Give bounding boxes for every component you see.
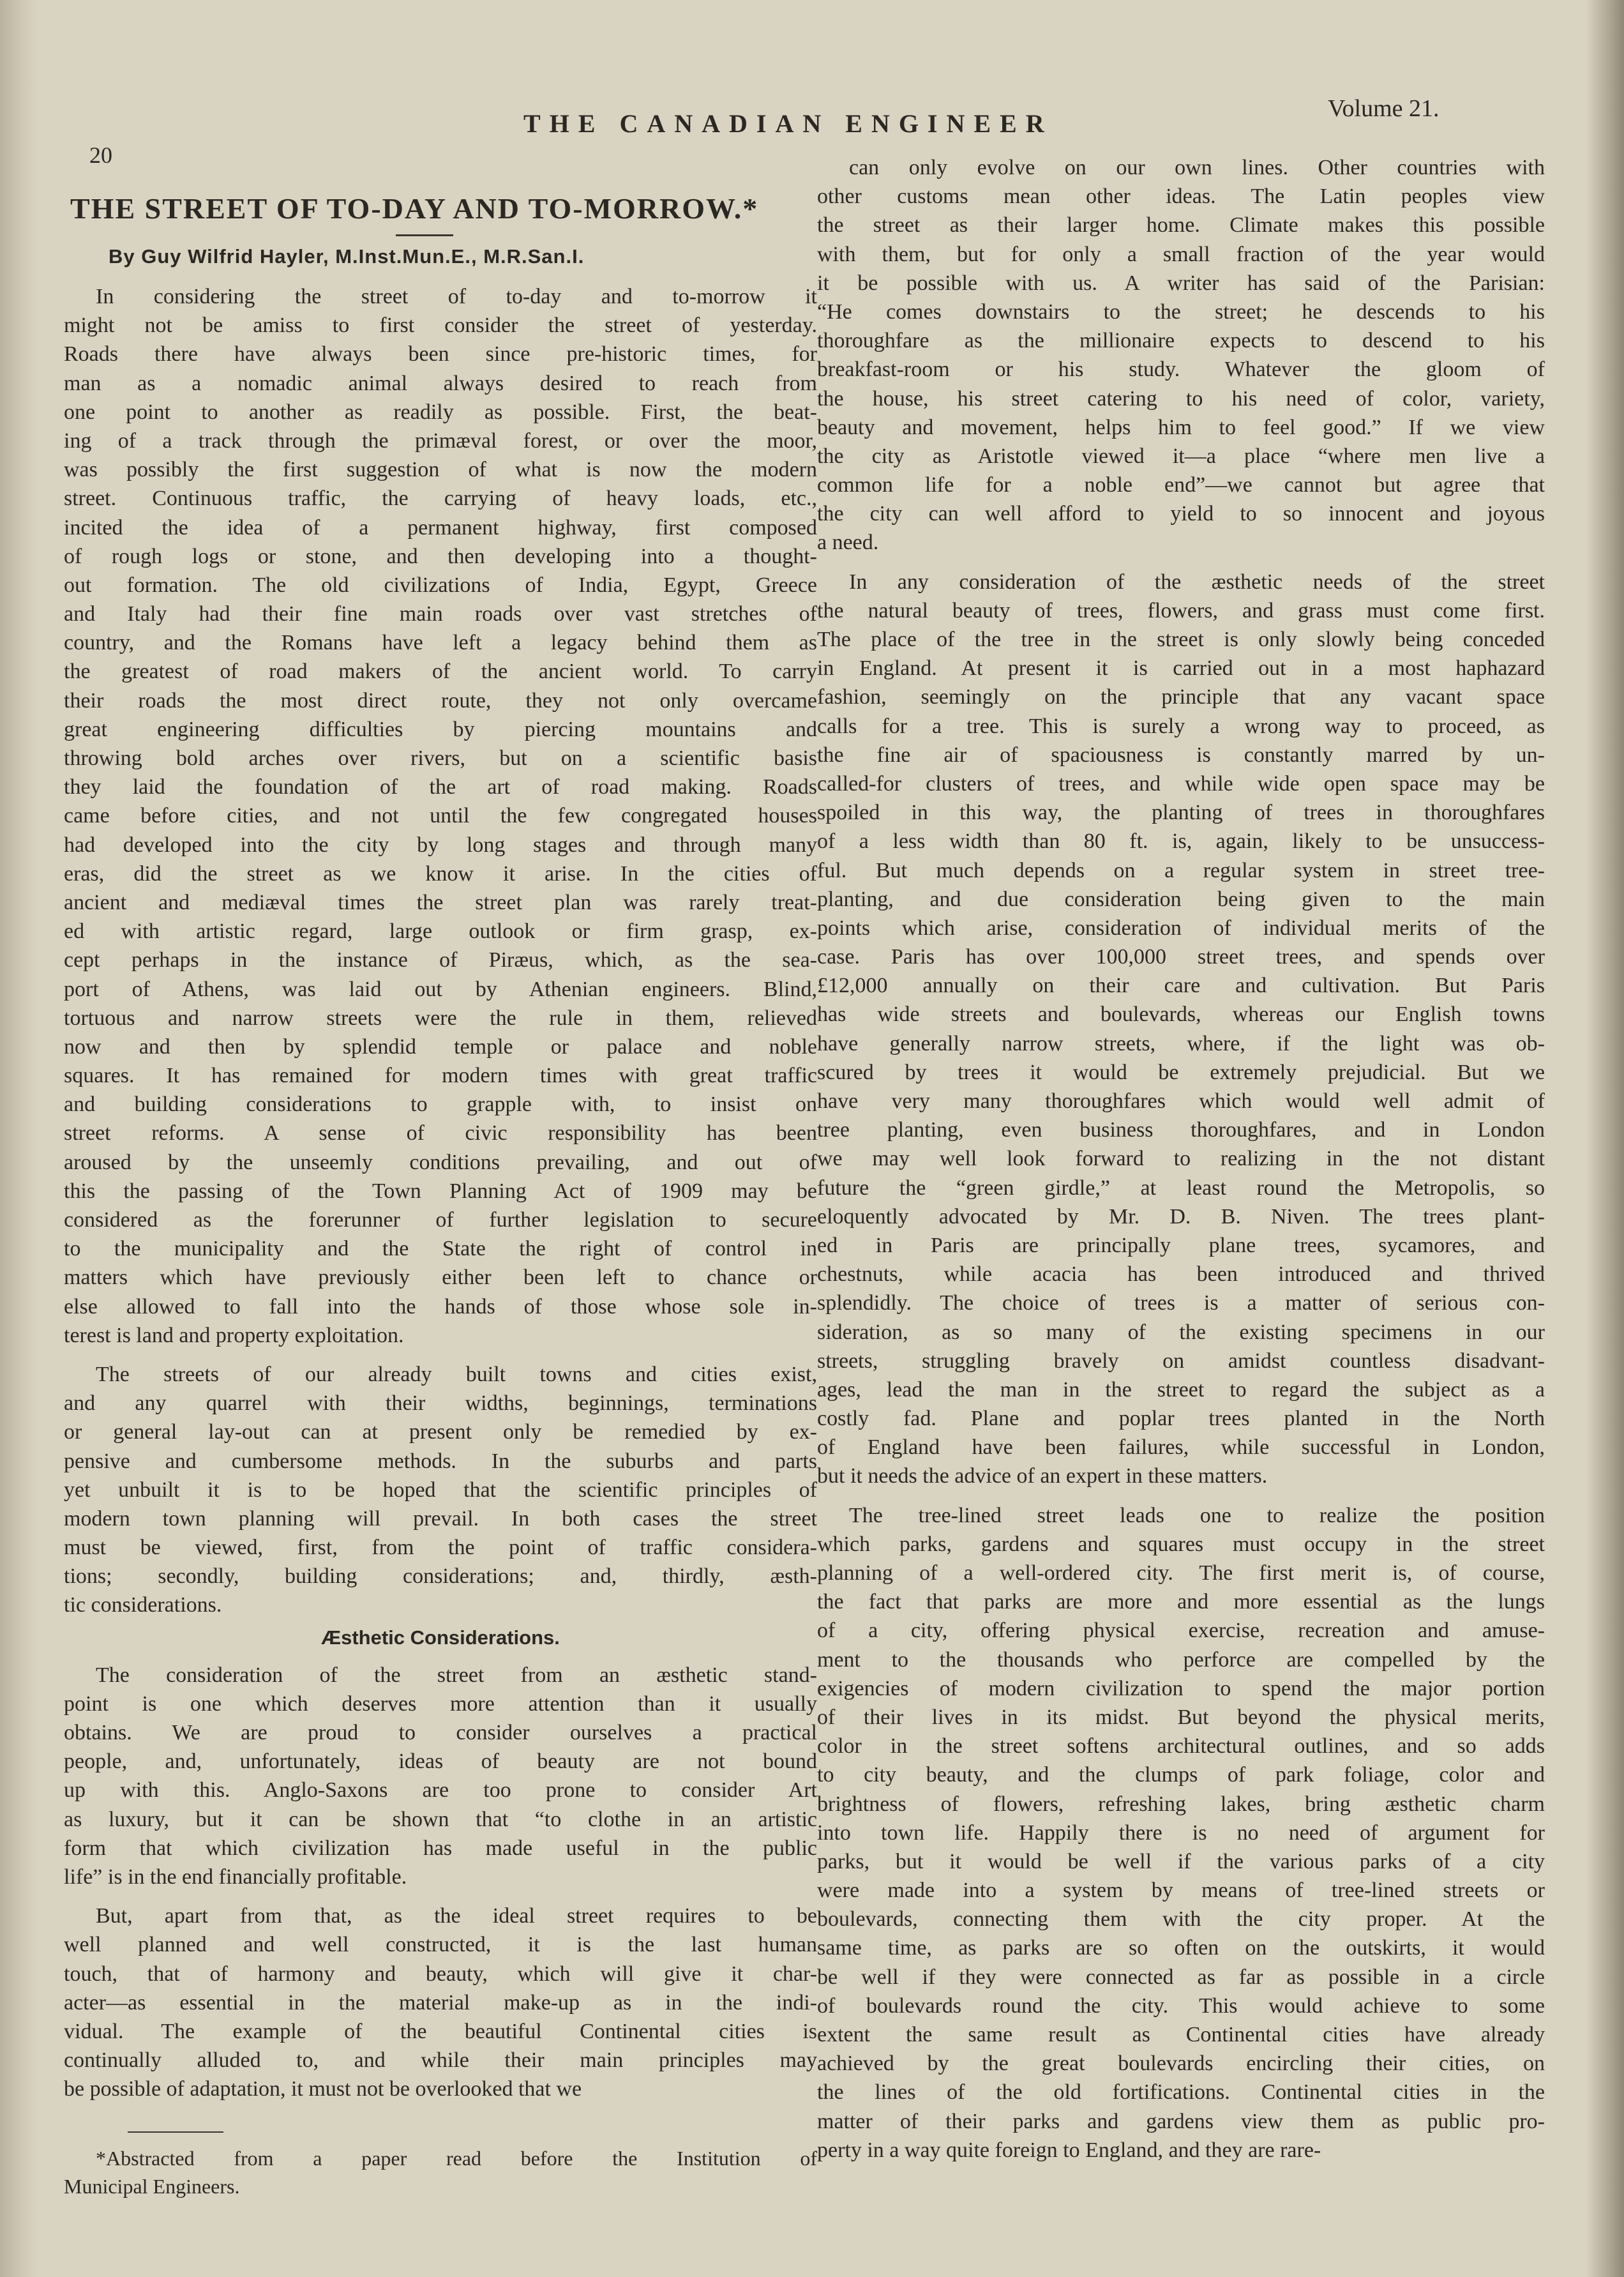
text-line: vidual. The example of the beautiful Continental cities is [64, 2019, 817, 2043]
text-line: *Abstracted from a paper read before the Institution of [96, 2147, 817, 2170]
text-line: this the passing of the Town Planning Act of 1909 may be [64, 1179, 817, 1203]
text-line: tions; secondly, building considerations; and, thirdly, æsth- [64, 1564, 817, 1589]
text-line: spoiled in this way, the planting of trees in thoroughfares [817, 801, 1545, 825]
text-line: or general lay-out can at present only be remedied by ex- [64, 1420, 817, 1444]
text-line: ful. But much depends on a regular system in street tree- [817, 858, 1545, 882]
text-line: ages, lead the man in the street to regard the subject as a [817, 1377, 1545, 1402]
text-line: The consideration of the street from an æsthetic stand- [96, 1663, 817, 1687]
text-line: brightness of flowers, refreshing lakes, bring æsthetic charm [817, 1792, 1545, 1816]
page-edge-shadow [1586, 0, 1624, 2277]
text-line: into town life. Happily there is no need of argument for [817, 1820, 1545, 1845]
text-line: calls for a tree. This is surely a wrong way to proceed, as [817, 714, 1545, 738]
text-line: were made into a system by means of tree-lined streets or [817, 1879, 1545, 1903]
page-header [0, 0, 1624, 166]
text-line: street. Continuous traffic, the carrying of heavy loads, etc., [64, 487, 817, 511]
text-line: to the municipality and the State the right of control in [64, 1237, 817, 1261]
text-line: other customs mean other ideas. The Latin peoples view [817, 185, 1545, 209]
text-line: tortuous and narrow streets were the rule in them, relieved [64, 1006, 817, 1030]
text-line: their roads the most direct route, they not only overcame [64, 688, 817, 713]
article-title: THE STREET OF TO-DAY AND TO-MORROW.* [70, 192, 759, 225]
volume-label: Volume 21. [1328, 95, 1440, 122]
text-line: scured by trees it would be extremely prejudicial. But we [817, 1060, 1545, 1084]
text-line: the lines of the old fortifications. Continental cities in the [817, 2080, 1545, 2105]
text-line: case. Paris has over 100,000 street trees, and spends over [817, 945, 1545, 969]
text-line: of their lives in its midst. But beyond the physical merits, [817, 1705, 1545, 1729]
text-line: be well if they were connected as far as possible in a circle [817, 1965, 1545, 1989]
text-line: modern town planning will prevail. In both cases the street [64, 1506, 817, 1531]
text-line: extent the same result as Continental cities have already [817, 2023, 1545, 2046]
text-line: was possibly the first suggestion of what is now the modern [64, 458, 817, 482]
text-line: and building considerations to grapple with, to insist on [64, 1093, 817, 1117]
text-line: parks, but it would be well if the various parks of a city [817, 1849, 1545, 1873]
text-line: continually alluded to, and while their main principles may [64, 2048, 817, 2073]
text-line: fashion, seemingly on the principle that any vacant space [817, 685, 1545, 709]
text-line: planning of a well-ordered city. The first merit is, of course, [817, 1561, 1545, 1585]
text-line: the city can well afford to yield to so innocent and joyous [817, 502, 1545, 526]
title-rule [396, 234, 453, 236]
text-line: called-for clusters of trees, and while wide open space may be [817, 771, 1545, 796]
paragraph [64, 1360, 817, 1620]
text-line: The streets of our already built towns and cities exist, [96, 1362, 817, 1386]
text-line: have generally narrow streets, where, if the light was ob- [817, 1031, 1545, 1055]
text-line: costly fad. Plane and poplar trees planted in the North [817, 1407, 1545, 1431]
text-line: matters which have previously either been left to chance or [64, 1266, 817, 1290]
text-line: well planned and well constructed, it is the last human [64, 1933, 817, 1957]
text-line: thoroughfare as the millionaire expects to descend to his [817, 329, 1545, 353]
text-line: incited the idea of a permanent highway, first composed [64, 515, 817, 540]
footnote [64, 2144, 817, 2200]
text-line: ancient and mediæval times the street plan was rarely treat- [64, 890, 817, 914]
text-line: must be viewed, first, from the point of traffic considera- [64, 1536, 817, 1560]
text-line: ing of a track through the primæval forest, or over the moor, [64, 428, 817, 453]
text-line: tic considerations. [64, 1593, 222, 1617]
text-line: and any quarrel with their widths, beginnings, terminations [64, 1391, 817, 1416]
article-byline: By Guy Wilfrid Hayler, M.Inst.Mun.E., M.R.San.I. [109, 245, 585, 268]
text-line: obtains. We are proud to consider ourselves a practical [64, 1721, 817, 1744]
journal-title: THE CANADIAN ENGINEER [523, 109, 1053, 138]
text-line: the fact that parks are more and more essential as the lungs [817, 1590, 1545, 1614]
text-line: achieved by the great boulevards encircling their cities, on [817, 2052, 1545, 2076]
text-line: man as a nomadic animal always desired to reach from [64, 371, 817, 395]
text-line: yet unbuilt it is to be hoped that the scientific principles of [64, 1478, 817, 1502]
text-line: eras, did the street as we know it arise. In the cities of [64, 861, 817, 886]
text-line: one point to another as readily as possible. First, the beat- [64, 400, 817, 424]
text-line: ed in Paris are principally plane trees, sycamores, and [817, 1233, 1545, 1257]
text-line: country, and the Romans have left a legacy behind them as [64, 631, 817, 655]
text-line: the fine air of spaciousness is constantly marred by un- [817, 743, 1545, 767]
text-line: might not be amiss to first consider the street of yesterday. [64, 314, 817, 338]
text-line: as luxury, but it can be shown that “to clothe in an artistic [64, 1807, 817, 1831]
text-line: out formation. The old civilizations of India, Egypt, Greece [64, 573, 817, 597]
text-line: can only evolve on our own lines. Other countries with [849, 156, 1545, 179]
text-line: in England. At present it is carried out in a most haphazard [817, 656, 1545, 681]
text-line: £12,000 annually on their care and cultivation. But Paris [817, 974, 1545, 998]
text-line: cept perhaps in the instance of Piræus, which, as the sea- [64, 948, 817, 972]
text-line: tree planting, even business thoroughfares, and in London [817, 1118, 1545, 1142]
text-line: of rough logs or stone, and then developing into a thought- [64, 544, 817, 568]
paragraph [817, 1501, 1545, 2165]
text-line: we may well look forward to realizing in the not distant [817, 1147, 1545, 1171]
text-line: the city as Aristotle viewed it—a place “where men live a [817, 444, 1545, 468]
text-line: had developed into the city by long stages and through many [64, 833, 817, 857]
text-line: to city beauty, and the clumps of park foliage, color and [817, 1763, 1545, 1787]
text-line: terest is land and property exploitation. [64, 1323, 404, 1347]
text-line: streets, struggling bravely on amidst countless disadvant- [817, 1349, 1545, 1373]
text-line: form that which civilization has made useful in the public [64, 1836, 817, 1860]
text-line: splendidly. The choice of trees is a matter of serious con- [817, 1291, 1545, 1315]
section-heading: Æsthetic Considerations. [321, 1626, 560, 1649]
text-line: came before cities, and not until the few congregated houses [64, 804, 817, 828]
text-line: “He comes downstairs to the street; he descends to his [817, 299, 1545, 324]
text-line: else allowed to fall into the hands of those whose sole in- [64, 1294, 817, 1319]
text-line: be possible of adaptation, it must not be overlooked that we [64, 2077, 582, 2101]
text-line: life” is in the end financially profitable. [64, 1865, 407, 1889]
text-line: considered as the forerunner of further legislation to secure [64, 1208, 817, 1232]
footnote-rule [128, 2131, 223, 2133]
text-line: great engineering difficulties by piercing mountains and [64, 717, 817, 741]
text-line: common life for a noble end”—we cannot but agree that [817, 473, 1545, 497]
text-line: pensive and cumbersome methods. In the suburbs and parts [64, 1449, 817, 1473]
text-line: the house, his street catering to his need of color, variety, [817, 386, 1545, 411]
text-line: of England have been failures, while successful in London, [817, 1435, 1545, 1460]
text-line: of a less width than 80 ft. is, again, likely to be unsuccess- [817, 829, 1545, 854]
text-line: In considering the street of to-day and to-morrow it [96, 285, 817, 308]
text-line: aroused by the unseemly conditions prevailing, and out of [64, 1150, 817, 1174]
text-line: exigencies of modern civilization to spend the major portion [817, 1676, 1545, 1700]
paragraph [817, 153, 1545, 557]
text-line: people, and, unfortunately, ideas of beauty are not bound [64, 1750, 817, 1774]
text-line: future the “green girdle,” at least round the Metropolis, so [817, 1176, 1545, 1200]
text-line: touch, that of harmony and beauty, which will give it char- [64, 1962, 817, 1986]
text-line: of a city, offering physical exercise, recreation and amuse- [817, 1619, 1545, 1643]
text-line: The tree-lined street leads one to realize the position [849, 1503, 1545, 1527]
text-line: now and then by splendid temple or palace and noble [64, 1034, 817, 1059]
text-line: Municipal Engineers. [64, 2175, 240, 2198]
text-line: chestnuts, while acacia has been introduced and thrived [817, 1262, 1545, 1287]
text-line: acter—as essential in the material make-up as in the indi- [64, 1990, 817, 2015]
text-line: have very many thoroughfares which would well admit of [817, 1089, 1545, 1113]
text-line: of boulevards round the city. This would achieve to some [817, 1993, 1545, 2018]
text-line: but it needs the advice of an expert in these matters. [817, 1464, 1268, 1488]
text-line: squares. It has remained for modern times with great traffic [64, 1064, 817, 1088]
text-line: the greatest of road makers of the ancient world. To carry [64, 660, 817, 684]
text-line: sideration, as so many of the existing specimens in our [817, 1320, 1545, 1344]
paragraph [64, 1902, 817, 2103]
text-line: point is one which deserves more attention than it usually [64, 1691, 817, 1716]
text-line: ment to the thousands who perforce are compelled by the [817, 1647, 1545, 1672]
text-line: planting, and due consideration being given to the main [817, 887, 1545, 911]
text-line: boulevards, connecting them with the city proper. At the [817, 1907, 1545, 1932]
text-line: ed with artistic regard, large outlook or firm grasp, ex- [64, 919, 817, 944]
text-line: a need. [817, 531, 879, 555]
text-line: it be possible with us. A writer has said of the Parisian: [817, 271, 1545, 295]
text-line: the natural beauty of trees, flowers, and grass must come first. [817, 598, 1545, 623]
page-number: 20 [89, 142, 112, 168]
text-line: has wide streets and boulevards, whereas our English towns [817, 1002, 1545, 1027]
text-line: eloquently advocated by Mr. D. B. Niven. The trees plant- [817, 1204, 1545, 1229]
book-spine-shadow [0, 0, 38, 2277]
text-line: matter of their parks and gardens view them as public pro- [817, 2109, 1545, 2133]
text-line: beauty and movement, helps him to feel good.” If we view [817, 415, 1545, 439]
text-line: breakfast-room or his study. Whatever the gloom of [817, 358, 1545, 382]
text-line: same time, as parks are so often on the outskirts, it would [817, 1936, 1545, 1960]
left-column [64, 185, 817, 2200]
right-column [817, 153, 1545, 2165]
text-line: with them, but for only a small fraction of the year would [817, 242, 1545, 266]
paragraph [64, 1661, 817, 1892]
text-line: In any consideration of the æsthetic needs of the street [849, 570, 1545, 594]
paragraph [64, 282, 817, 1350]
text-line: the street as their larger home. Climate makes this possible [817, 213, 1545, 238]
text-line: perty in a way quite foreign to England, and they are rare- [817, 2138, 1321, 2162]
text-line: which parks, gardens and squares must occupy in the street [817, 1532, 1545, 1556]
text-line: port of Athens, was laid out by Athenian engineers. Blind, [64, 977, 817, 1001]
text-line: up with this. Anglo-Saxons are too prone to consider Art [64, 1778, 817, 1803]
text-line: But, apart from that, as the ideal street requires to be [96, 1904, 817, 1928]
paragraph [817, 568, 1545, 1491]
text-line: they laid the foundation of the art of road making. Roads [64, 775, 817, 799]
text-line: throwing bold arches over rivers, but on a scientific basis [64, 746, 817, 770]
text-line: street reforms. A sense of civic responsibility has been [64, 1121, 817, 1146]
text-line: Roads there have always been since pre-historic times, for [64, 342, 817, 367]
text-line: The place of the tree in the street is only slowly being conceded [817, 628, 1545, 651]
text-line: color in the street softens architectural outlines, and so adds [817, 1734, 1545, 1759]
text-line: and Italy had their fine main roads over vast stretches of [64, 602, 817, 626]
text-line: points which arise, consideration of individual merits of the [817, 916, 1545, 940]
